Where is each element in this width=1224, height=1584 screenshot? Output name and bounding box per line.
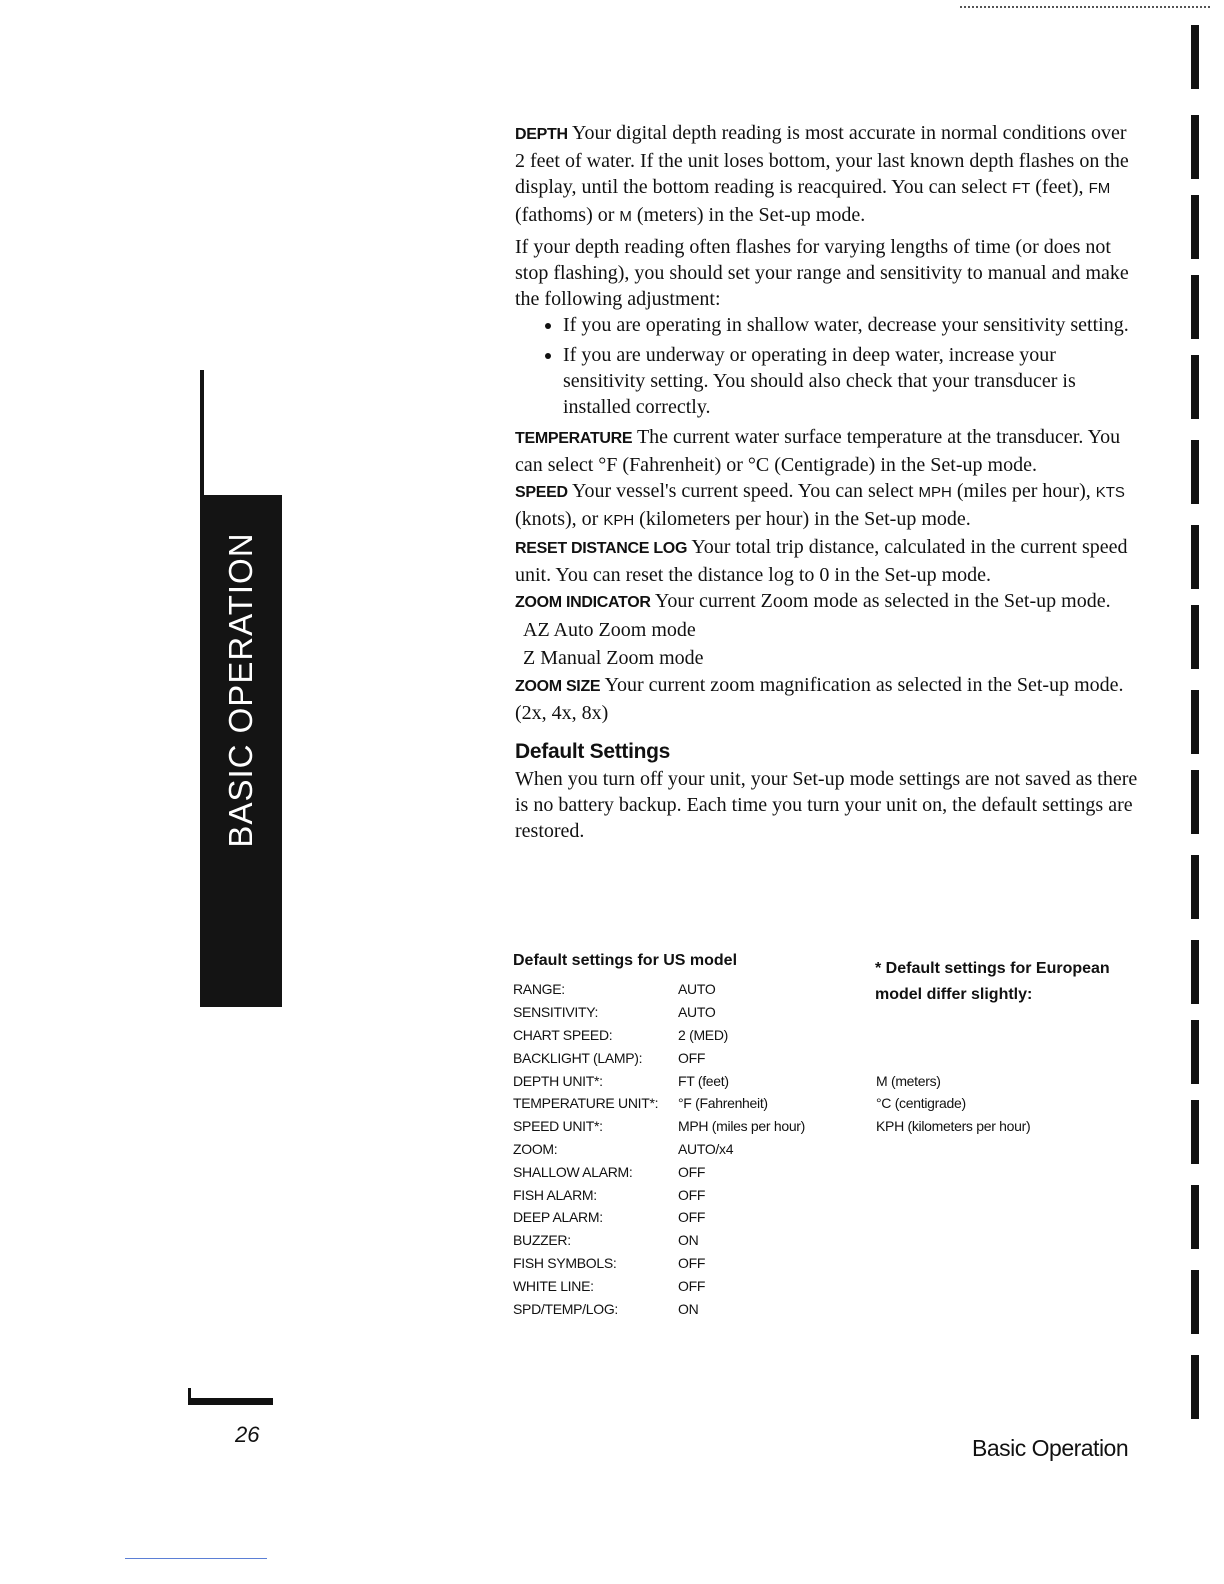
edge-mark	[1191, 1020, 1199, 1084]
us-value-cell: MPH (miles per hour)	[678, 1118, 806, 1135]
edge-mark	[1191, 1355, 1199, 1419]
default-settings-table-block	[513, 952, 1143, 1320]
us-value-cell: OFF	[678, 1254, 706, 1271]
eu-value-cell	[876, 1229, 1136, 1252]
eu-value-cell	[876, 1297, 1136, 1320]
unit-mph: MPH	[918, 484, 952, 501]
depth-term: DEPTH	[515, 126, 568, 143]
reset-log-text: Your total trip distance, calculated in the current speed unit. You can reset the distance log to 0 in the Set-up mode.	[515, 536, 1128, 586]
setting-name-cell: FISH SYMBOLS:	[513, 1254, 617, 1271]
edge-mark	[1191, 855, 1199, 919]
setting-name-cell: DEPTH UNIT*:	[513, 1072, 603, 1089]
unit-fm: FM	[1088, 180, 1111, 197]
edge-mark	[1191, 440, 1199, 504]
speed-text-d: (kilometers per hour) in the Set-up mode.	[634, 508, 971, 530]
main-content	[515, 120, 1140, 844]
table-row	[513, 1115, 1136, 1138]
edge-mark	[1191, 525, 1199, 589]
setting-name-cell: ZOOM:	[513, 1140, 558, 1157]
eu-value-cell	[876, 1183, 1136, 1206]
eu-value-cell: °C (centigrade)	[876, 1095, 966, 1112]
speed-term: SPEED	[515, 484, 568, 501]
depth-flashing-paragraph: If your depth reading often flashes for varying lengths of time (or does not stop flashing), you should set your range and sensitivity to manual and make the following adjustment:	[515, 236, 1129, 310]
list-item: • If you are underway or operating in deep water, increase your sensitivity setting. You should also check that your transducer is installed correctly.	[563, 342, 1140, 420]
us-value-cell: 2 (MED)	[678, 1026, 729, 1043]
edge-mark	[1191, 1100, 1199, 1164]
us-value-cell: OFF	[678, 1049, 706, 1066]
unit-kph: KPH	[603, 512, 635, 529]
zoom-size-text: Your current zoom magnification as selected in the Set-up mode. (2x, 4x, 8x)	[515, 674, 1124, 724]
setting-name-cell: FISH ALARM:	[513, 1186, 597, 1203]
edge-mark	[1191, 115, 1199, 179]
depth-adjustment-list	[515, 312, 1140, 420]
eu-value-cell	[876, 1024, 1136, 1047]
eu-value-cell: KPH (kilometers per hour)	[876, 1118, 1031, 1135]
zoom-mode-auto: AZ Auto Zoom mode	[523, 619, 696, 641]
speed-paragraph	[515, 478, 1140, 534]
table-row	[513, 1046, 1136, 1069]
edge-mark	[1191, 195, 1199, 259]
table-row	[513, 1297, 1136, 1320]
us-model-heading: Default settings for US model	[513, 952, 738, 969]
speed-text-a: Your vessel's current speed. You can select	[572, 480, 919, 502]
eu-value-cell	[876, 1046, 1136, 1069]
side-tab-rule	[200, 370, 204, 500]
thumb-index-marks	[1185, 25, 1205, 1485]
eu-model-heading: * Default settings for European model differ slightly:	[875, 960, 1110, 1003]
default-settings-intro: When you turn off your unit, your Set-up mode settings are not saved as there is no battery backup. Each time you turn your unit on, the default settings are restored.	[515, 768, 1138, 842]
temperature-paragraph	[515, 424, 1140, 478]
us-value-cell: °F (Fahrenheit)	[678, 1095, 768, 1112]
table-row	[513, 1183, 1136, 1206]
edge-mark	[1191, 770, 1199, 834]
setting-name-cell: TEMPERATURE UNIT*:	[513, 1095, 659, 1112]
zoom-indicator-paragraph	[515, 588, 1140, 616]
setting-name-cell: SPD/TEMP/LOG:	[513, 1300, 619, 1317]
edge-mark	[1191, 355, 1199, 419]
table-row	[513, 1024, 1136, 1047]
edge-mark	[1191, 940, 1199, 1004]
setting-name-cell: DEEP ALARM:	[513, 1209, 603, 1226]
speed-text-b: (miles per hour),	[951, 480, 1096, 502]
edge-mark	[1191, 605, 1199, 669]
us-value-cell: ON	[678, 1300, 699, 1317]
setting-name-cell: BUZZER:	[513, 1232, 571, 1249]
depth-text-c: (fathoms) or	[515, 204, 620, 226]
table-row	[513, 1092, 1136, 1115]
reset-log-paragraph	[515, 534, 1140, 588]
eu-value-cell	[876, 1206, 1136, 1229]
table-row	[513, 1138, 1136, 1161]
setting-name-cell: RANGE:	[513, 981, 565, 998]
zoom-size-term: ZOOM SIZE	[515, 678, 601, 695]
unit-m: M	[619, 208, 632, 225]
list-item: • If you are operating in shallow water, decrease your sensitivity setting.	[563, 312, 1140, 338]
edge-mark	[1191, 275, 1199, 339]
eu-value-cell: M (meters)	[876, 1072, 941, 1089]
table-row	[513, 1069, 1136, 1092]
setting-name-cell: WHITE LINE:	[513, 1277, 594, 1294]
eu-value-cell	[876, 1160, 1136, 1183]
depth-text-d: (meters) in the Set-up mode.	[631, 204, 866, 226]
zoom-indicator-term: ZOOM INDICATOR	[515, 594, 651, 611]
scan-artifact-top	[960, 0, 1210, 8]
us-value-cell: OFF	[678, 1163, 706, 1180]
footer-section-title: Basic Operation	[972, 1435, 1129, 1461]
table-row	[513, 1206, 1136, 1229]
us-value-cell: FT (feet)	[678, 1072, 729, 1089]
setting-name-cell: CHART SPEED:	[513, 1026, 613, 1043]
temperature-term: TEMPERATURE	[515, 430, 633, 447]
us-value-cell: OFF	[678, 1209, 706, 1226]
eu-value-cell	[876, 1252, 1136, 1275]
setting-name-cell: SPEED UNIT*:	[513, 1118, 603, 1135]
setting-name-cell: BACKLIGHT (LAMP):	[513, 1049, 643, 1066]
unit-ft: FT	[1011, 180, 1031, 197]
us-value-cell: AUTO	[678, 981, 716, 998]
table-row	[513, 1229, 1136, 1252]
eu-value-cell	[876, 1274, 1136, 1297]
zoom-size-paragraph	[515, 672, 1140, 726]
default-settings-heading: Default Settings	[515, 740, 671, 763]
depth-text-a: Your digital depth reading is most accurate in normal conditions over 2 feet of water. If the unit loses bottom, your last known depth flashes on the display, until the bottom reading is reacquired. You can select	[515, 122, 1129, 198]
us-value-cell: OFF	[678, 1186, 706, 1203]
temperature-text: The current water surface temperature at the transducer. You can select °F (Fahrenheit) or °C (Centigrade) in the Set-up mode.	[515, 426, 1121, 476]
speed-text-c: (knots), or	[515, 508, 604, 530]
us-value-cell: OFF	[678, 1277, 706, 1294]
table-row	[513, 1160, 1136, 1183]
us-value-cell: AUTO	[678, 1004, 716, 1021]
setting-name-cell: SENSITIVITY:	[513, 1004, 599, 1021]
eu-value-cell	[876, 1138, 1136, 1161]
default-settings-table	[513, 978, 1136, 1320]
edge-mark	[1191, 25, 1199, 89]
us-value-cell: AUTO/x4	[678, 1140, 734, 1157]
page-number: 26	[235, 1422, 260, 1447]
edge-mark	[1191, 1185, 1199, 1249]
table-row	[513, 1274, 1136, 1297]
scan-artifact-bottom-line	[125, 1558, 267, 1559]
edge-mark	[1191, 690, 1199, 754]
section-side-tab-label: BASIC OPERATION	[222, 532, 259, 848]
table-row	[513, 1252, 1136, 1275]
depth-paragraph	[515, 120, 1140, 230]
us-value-cell: ON	[678, 1232, 699, 1249]
zoom-indicator-text: Your current Zoom mode as selected in the Set-up mode.	[654, 590, 1111, 612]
reset-log-term: RESET DISTANCE LOG	[515, 540, 688, 557]
depth-text-b: (feet),	[1030, 176, 1089, 198]
setting-name-cell: SHALLOW ALARM:	[513, 1163, 633, 1180]
zoom-mode-manual: Z Manual Zoom mode	[523, 647, 704, 669]
footer-rule	[188, 1398, 273, 1405]
edge-mark	[1191, 1270, 1199, 1334]
unit-kts: KTS	[1095, 484, 1125, 501]
